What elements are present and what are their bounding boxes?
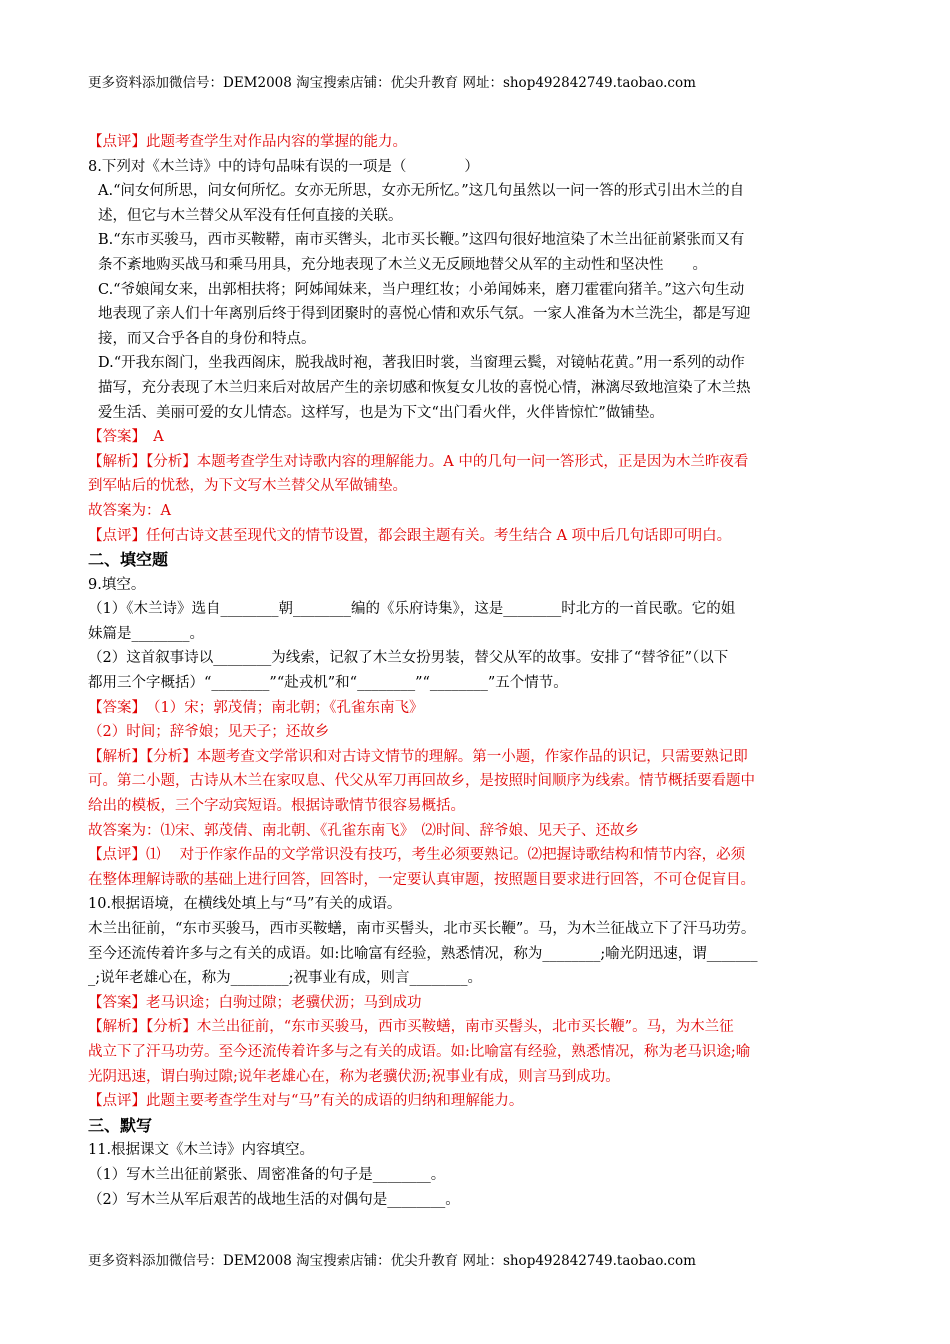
text-line: 【点评】此题主要考查学生对与“马”有关的成语的归纳和理解能力。 (88, 1093, 524, 1110)
page-header: 更多资料添加微信号：DEM2008 淘宝搜索店铺：优尖升教育 网址：shop492842749.taobao.com (88, 75, 696, 91)
page-footer: 更多资料添加微信号：DEM2008 淘宝搜索店铺：优尖升教育 网址：shop492842749.taobao.com (88, 1253, 696, 1269)
text-line: 故答案为：⑴宋、郭茂倩、南北朝、《孔雀东南飞》 ⑵时间、辞爷娘、见天子、还故乡 (88, 822, 639, 839)
text-line: 述，但它与木兰替父从军没有任何直接的关联。 (98, 207, 403, 224)
text-line: 【解析】【分析】木兰出征前，“东市买骏马，西市买鞍蟮，南市买髻头，北市买长鞭”。马，为木兰征 (88, 1019, 734, 1036)
text-line: 【答案】 （1）宋；郭茂倩；南北朝；《孔雀东南飞》 (88, 699, 424, 716)
text-line: 【解析】【分析】本题考查学生对诗歌内容的理解能力。A 中的几句一问一答形式，正是因为木兰昨夜看 (88, 453, 749, 470)
text-line: 战立下了汗马功劳。至今还流传着许多与之有关的成语。如:比喻富有经验，熟悉情况，称为老马识途;喻 (88, 1043, 751, 1060)
text-line: 【点评】任何古诗文甚至现代文的情节设置，都会跟主题有关。考生结合 A 项中后几句话即可明白。 (88, 527, 732, 544)
text-line: 都用三个字概括）“________”“赴戎机”和“________”“________”五个情节。 (88, 675, 568, 692)
text-line: C.“爷娘闻女来，出郭相扶将；阿姊闻妹来，当户理红妆；小弟闻姊来，磨刀霍霍向猪羊。”这六句生动 (98, 281, 745, 298)
text-line: 到军帖后的忧愁，为下文写木兰替父从军做铺垫。 (88, 478, 407, 495)
text-line: （2）时间；辞爷娘；见天子；还故乡 (88, 724, 330, 741)
section-heading: 二、填空题 (88, 550, 169, 570)
text-line: （2）写木兰从军后艰苦的战地生活的对偶句是________。 (88, 1191, 460, 1208)
text-line: （1）《木兰诗》选自________朝________编的《乐府诗集》，这是________时北方的一首民歌。它的姐 (88, 601, 736, 618)
text-line: 可。第二小题，古诗从木兰在家叹息、代父从军刀再回故乡，是按照时间顺序为线索。情节概括要看题中 (88, 773, 755, 790)
text-line: 描写，充分表现了木兰归来后对故居产生的亲切感和恢复女儿妆的喜悦心情，淋漓尽致地渲染了木兰热 (98, 379, 751, 396)
text-line: 给出的模板，三个字动宾短语。根据诗歌情节很容易概括。 (88, 798, 465, 815)
document-body (88, 130, 868, 1212)
text-line: _;说年老雄心在，称为________;祝事业有成，则言________。 (88, 970, 483, 987)
text-line: 接，而又合乎各自的身份和特点。 (98, 330, 316, 347)
text-line: （1）写木兰出征前紧张、周密准备的句子是________。 (88, 1166, 446, 1183)
text-line: 【点评】此题考查学生对作品内容的掌握的能力。 (88, 134, 407, 150)
text-line: 爱生活、美丽可爱的女儿情态。这样写，也是为下文“出门看火伴，火伴皆惊忙”做铺垫。 (98, 404, 664, 421)
text-line: （2）这首叙事诗以________为线索，记叙了木兰女扮男装，替父从军的故事。安排了“替爷征”（以下 (88, 650, 729, 667)
text-line: A.“问女何所思，问女何所忆。女亦无所思，女亦无所忆。”这几句虽然以一问一答的形式引出木兰的自 (98, 183, 745, 200)
text-line: 光阴迅速，谓白驹过隙;说年老雄心在，称为老骥伏沥;祝事业有成，则言马到成功。 (88, 1068, 620, 1085)
text-line: 至今还流传着许多与之有关的成语。如:比喻富有经验，熟悉情况，称为________;喻光阴迅速，谓_______ (88, 945, 758, 962)
text-line: 10.根据语境，在横线处填上与“马”有关的成语。 (88, 896, 402, 913)
text-line: 【点评】⑴ 对于作家作品的文学常识没有技巧，考生必须要熟记。⑵把握诗歌结构和情节内容，必须 (88, 847, 746, 864)
text-line: 故答案为：A (88, 502, 171, 519)
text-line: 【解析】【分析】本题考查文学常识和对古诗文情节的理解。第一小题，作家作品的识记，只需要熟记即 (88, 748, 748, 765)
text-line: 9.填空。 (88, 576, 146, 593)
text-line: 【答案】 A (88, 429, 164, 446)
text-line: 条不紊地购买战马和乘马用具，充分地表现了木兰义无反顾地替父从军的主动性和坚决性 。 (98, 256, 707, 273)
text-line: 11.根据课文《木兰诗》内容填空。 (88, 1142, 315, 1159)
text-line: 地表现了亲人们十年离别后终于得到团聚时的喜悦心情和欢乐气氛。一家人准备为木兰洗尘，都是写迎 (98, 306, 751, 323)
text-line: D.“开我东阁门，坐我西阁床，脱我战时袍，著我旧时裳，当窗理云鬓，对镜帖花黄。”用一系列的动作 (98, 355, 745, 372)
section-heading: 三、默写 (88, 1115, 153, 1135)
text-line: B.“东市买骏马，西市买鞍鞯，南市买辔头，北市买长鞭。”这四句很好地渲染了木兰出征前紧张而又有 (98, 232, 745, 249)
text-line: 8.下列对《木兰诗》中的诗句品味有误的一项是（ ） (88, 158, 479, 175)
text-line: 木兰出征前，“东市买骏马，西市买鞍蟮，南市买髻头，北市买长鞭”。马，为木兰征战立下了汗马功劳。 (88, 921, 756, 937)
text-line: 【答案】老马识途；白驹过隙；老骥伏沥；马到成功 (88, 994, 422, 1011)
text-line: 妹篇是________。 (88, 625, 204, 642)
text-line: 在整体理解诗歌的基础上进行回答，回答时，一定要认真审题，按照题目要求进行回答，不可仓促盲目。 (88, 871, 755, 888)
